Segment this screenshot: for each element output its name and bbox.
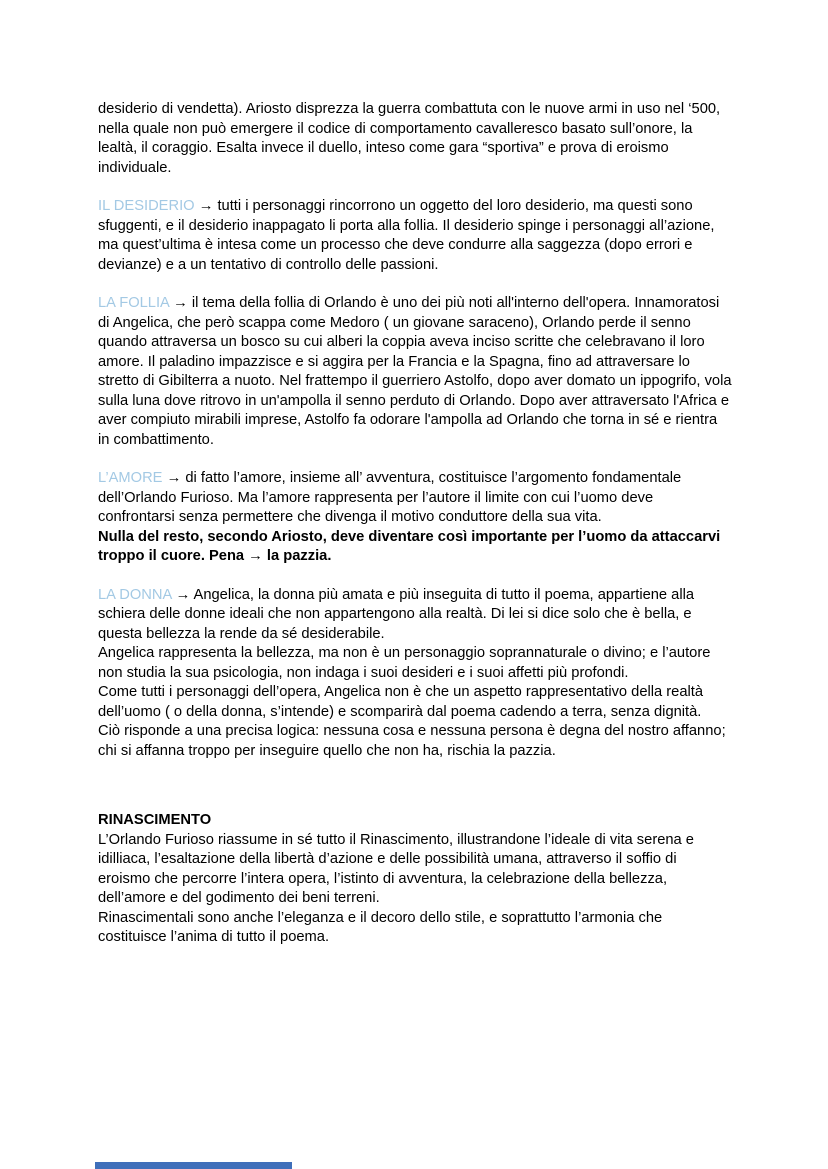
heading-l-amore: L’AMORE bbox=[98, 470, 163, 486]
embedded-image-cropped-top bbox=[95, 1162, 292, 1169]
section-il-desiderio bbox=[98, 197, 732, 275]
body-il-desiderio: → tutti i personaggi rincorrono un oggetto del loro desiderio, ma questi sono sfuggenti, e il desiderio inappagato li porta alla follia. Il desiderio spinge i personaggi all’azione, ma quest’ultima è intesa come un processo che deve condurre alla saggezza (dopo errori e devianze) e a un tentativo di controllo delle passioni. bbox=[98, 198, 715, 273]
heading-il-desiderio: IL DESIDERIO bbox=[98, 198, 195, 214]
heading-rinascimento: RINASCIMENTO bbox=[98, 812, 212, 828]
body-l-amore-bold-note: Nulla del resto, secondo Ariosto, deve diventare così importante per l’uomo da attaccarvi troppo il cuore. Pena → la pazzia. bbox=[98, 528, 721, 564]
section-la-follia bbox=[98, 294, 732, 450]
body-rinascimento-1: L’Orlando Furioso riassume in sé tutto il Rinascimento, illustrandone l’ideale di vita serena e idilliaca, l’esaltazione della libertà d’azione e delle possibilità umana, attraverso il soffio di eroismo che percorre l’intera opera, l’istinto di avventura, la celebrazione della bellezza, dell’amore e del godimento dei beni terreni. bbox=[98, 831, 694, 906]
paragraph-guerra-duello: desiderio di vendetta). Ariosto disprezza la guerra combattuta con le nuove armi in uso nel ‘500, nella quale non può emergere il codice di comportamento cavalleresco basato sull’onore, la lealtà, il coraggio. Esalta invece il duello, inteso come gara “sportiva” e prova di eroismo individuale. bbox=[98, 101, 721, 176]
body-rinascimento-2: Rinascimentali sono anche l’eleganza e il decoro dello stile, e soprattutto l’armonia che costituisce l’anima di tutto il poema. bbox=[98, 909, 663, 945]
body-la-donna-3: Come tutti i personaggi dell’opera, Angelica non è che un aspetto rappresentativo della realtà dell’uomo ( o della donna, s’intende) e scomparirà dal poema cadendo a terra, senza dignità. bbox=[98, 684, 704, 720]
section-rinascimento bbox=[98, 811, 732, 948]
section-la-donna bbox=[98, 586, 732, 762]
body-la-donna-2: Angelica rappresenta la bellezza, ma non è un personaggio soprannaturale o divino; e l’autore non studia la sua psicologia, non indaga i suoi desideri e i suoi affetti più profondi. bbox=[98, 645, 711, 681]
body-la-donna-4: Ciò risponde a una precisa logica: nessuna cosa e nessuna persona è degna del nostro affanno; chi si affanna troppo per inseguire quello che non ha, rischia la pazzia. bbox=[98, 723, 726, 759]
body-l-amore: → di fatto l’amore, insieme all’ avventura, costituisce l’argomento fondamentale dell’Orlando Furioso. Ma l’amore rappresenta per l’autore il limite con cui l’uomo deve confrontarsi senza permettere che divenga il motivo conduttore della sua vita. bbox=[98, 470, 682, 525]
document-content bbox=[98, 100, 732, 967]
heading-la-follia: LA FOLLIA bbox=[98, 295, 170, 311]
heading-la-donna: LA DONNA bbox=[98, 586, 172, 603]
body-la-follia: → il tema della follia di Orlando è uno dei più noti all'interno dell'opera. Innamoratosi di Angelica, che però scappa come Medoro ( un giovane saraceno), Orlando perde il senno quando attraversa un bosco su cui alberi la coppia aveva inciso scritte che celebravano il loro amore. Il paladino impazzisce e si aggira per la Francia e la Spagna, fino ad attraversare lo stretto di Gibilterra a nuoto. Nel frattempo il guerriero Astolfo, dopo aver domato un ippogrifo, vola sulla luna dove ritrovo in un'ampolla il senno perduto di Orlando. Dopo aver attraversato l'Africa e aver compiuto mirabili imprese, Astolfo fa odorare l'ampolla ad Orlando che torna in sé e rientra in combattimento. bbox=[98, 295, 732, 448]
section-l-amore bbox=[98, 469, 732, 567]
body-la-donna-1: → Angelica, la donna più amata e più inseguita di tutto il poema, appartiene alla schiera delle donne ideali che non appartengono alla realtà. Di lei si dice solo che è bella, e questa bellezza la rende da sé desiderabile. bbox=[98, 586, 695, 642]
